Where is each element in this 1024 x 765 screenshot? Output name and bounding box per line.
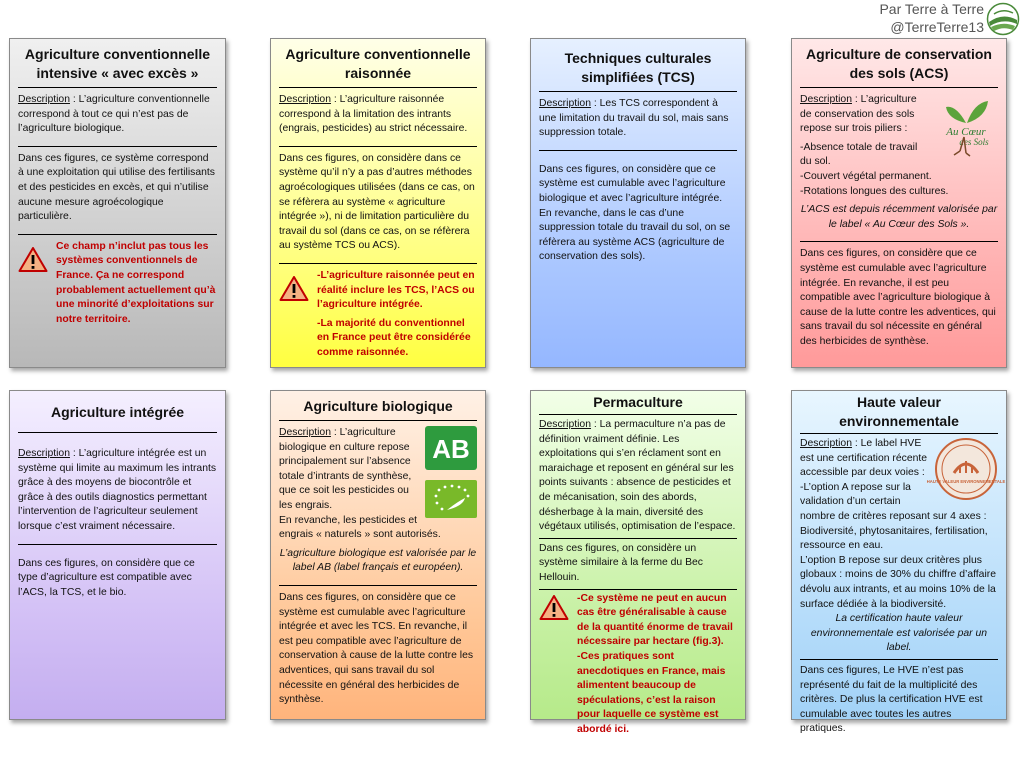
card-hve	[791, 390, 1007, 735]
card-integrated	[9, 390, 226, 720]
description-text: : L’agriculture biologique en culture repose principalement sur l’absence totale d’intrants de synthèse, que ce soit les pesticides ou les engrais.	[279, 427, 412, 511]
card-title: Agriculture intégrée	[50, 404, 185, 420]
list-item: -Rotations longues des cultures.	[800, 185, 949, 197]
card-body	[18, 146, 217, 234]
card-permaculture	[530, 390, 746, 735]
body-text: Dans ces figures, on considère que ce système est cumulable avec l’agriculture intégrée. En revanche, il est peu compatible avec l’agriculture biologique à cause de la lutte contre les adventices, qui sans travail du sol nécessite en général des herbicides de synthèse.	[800, 248, 996, 347]
warning-text: -La majorité du conventionnel en France peut être considérée comme raisonnée.	[317, 317, 471, 358]
card-description	[18, 87, 217, 146]
card-warning	[539, 589, 737, 743]
body-text: Dans ces figures, on considère dans ce système qu’il n’y a pas d’autres méthodes agroécologiques utilisées (dans ce cas, on se réfèrera au système « agriculture intégrée »), ni de limitation particulière du travail du sol (dans ce cas, on se réfèrera au système TCS ou ACS).	[279, 152, 475, 252]
card-conventional-reasoned	[270, 38, 486, 368]
brand-name: Par Terre à Terre	[879, 1, 984, 17]
description-label: Description	[18, 94, 70, 105]
card-description	[279, 87, 477, 146]
warning-text: Ce champ n’inclut pas tous les systèmes conventionnels de France. Ça ne correspond probablement actuellement qu’à une minorité d’exploitations sur notre territoire.	[56, 240, 216, 325]
list-item: -L’option A repose sur la validation d’un certain nombre de critères reposant sur 4 axes : Biodiversité, phytosanitaires, fertilisation, ressource en eau.	[800, 481, 988, 552]
description-label: Description	[279, 94, 331, 105]
card-description	[800, 433, 1006, 659]
body-text: Dans ces figures, on considère un système similaire à la ferme du Bec Hellouin.	[539, 542, 703, 583]
description-text: : L’agriculture conventionnelle correspond à tout ce qui n’est pas de l’agriculture biologique.	[18, 94, 210, 135]
description-text: : La permaculture n’a pas de définition vraiment définie. Les exploitations qui s’en réclament sont en maraichage et reposent en général sur les points suivants : absence de pesticides et de mécanisation, soin des abords, désherbage à la main, diversité des végétaux utilisés, optimisation de l’espace.	[539, 419, 736, 533]
list-item: -Absence totale de travail du sol.	[800, 141, 918, 168]
warning-icon	[539, 594, 569, 621]
body-text: Dans ces figures, on considère que ce type d’agriculture est compatible avec l’ACS, la TCS, et le bio.	[18, 557, 195, 598]
description-text: : Le label HVE est une certification récente accessible par deux voies :	[800, 438, 928, 479]
card-title: Haute valeur environnementale	[839, 394, 959, 429]
body-text: Dans ces figures, on considère que ce système est cumulable avec l’agriculture intégrée et avec les TCS. En revanche, il est peu compatible avec l’agriculture de conservation à cause de la lutte contre les adventices, qui sans travail du sol nécessite en général des herbicides de synthèse.	[279, 591, 474, 706]
card-warning	[279, 263, 477, 370]
card-title: Agriculture biologique	[303, 398, 453, 414]
au-coeur-des-sols-logo-icon	[934, 93, 998, 157]
label-note: L’agriculture biologique est valorisée par le label AB (label français et européen).	[279, 547, 477, 574]
description-label: Description	[279, 427, 331, 438]
warning-icon	[18, 246, 48, 273]
card-description	[539, 91, 737, 150]
logo-lettering: Au Cœur	[946, 126, 986, 138]
description-text-2: En revanche, les pesticides et engrais « naturels » sont autorisés.	[279, 514, 441, 541]
description-text: : L’agriculture de conservation des sols repose sur trois piliers :	[800, 94, 917, 135]
card-body	[539, 538, 737, 589]
card-title: Permaculture	[593, 394, 683, 410]
organic-labels	[425, 426, 477, 523]
brand-header	[879, 0, 984, 36]
card-organic	[270, 390, 486, 720]
brand-handle: @TerreTerre13	[890, 19, 984, 35]
description-label: Description	[800, 438, 852, 449]
ab-label-logo-icon	[425, 426, 477, 470]
card-title: Agriculture de conservation des sols (ACS)	[806, 46, 992, 81]
logo-lettering: HAUTE VALEUR ENVIRONNEMENTALE	[926, 479, 1006, 484]
card-body	[279, 585, 477, 717]
label-note: L’ACS est depuis récemment valorisée par le label « Au Cœur des Sols ».	[800, 204, 998, 230]
eu-organic-leaf-icon	[425, 480, 477, 518]
warning-text: -Ce système ne peut en aucun cas être généralisable à cause de la quantité énorme de travail nécessaire par hectare (fig.3).	[577, 592, 733, 648]
list-item: -Couvert végétal permanent.	[800, 170, 932, 182]
list-item: L’option B repose sur deux critères plus globaux : moins de 30% du chiffre d’affaire dévolu aux intrants, et au moins 10% de la surface dédiée à la biodiversité.	[800, 554, 997, 610]
warning-text: -Ces pratiques sont anecdotiques en France, mais alimentent beaucoup de spéculations, c’est la raison pour laquelle ce système est abordé ici.	[577, 650, 726, 735]
card-title: Agriculture conventionnelle raisonnée	[285, 46, 471, 81]
card-conventional-intensive	[9, 38, 226, 368]
card-title: Techniques culturales simplifiées (TCS)	[564, 50, 712, 85]
globe-logo-icon	[986, 2, 1020, 36]
body-text: Dans ces figures, ce système correspond à une exploitation qui utilise des fertilisants et des pesticides en excès, et qui n’utilise aucune mesure agroécologique particulière.	[18, 152, 215, 223]
description-label: Description	[18, 448, 70, 459]
card-tcs	[530, 38, 746, 368]
card-body	[279, 146, 477, 263]
card-body	[800, 659, 998, 742]
card-acs	[791, 38, 1007, 368]
card-description	[539, 414, 737, 538]
label-note: La certification haute valeur environnementale est valorisée par un label.	[810, 613, 988, 654]
warning-icon	[279, 275, 309, 302]
svg-text:des Sols: des Sols	[959, 137, 989, 147]
card-description	[800, 87, 998, 241]
card-title: Agriculture conventionnelle intensive « avec excès »	[24, 46, 211, 81]
hve-label-logo-icon	[926, 437, 1006, 501]
body-text: Dans ces figures, Le HVE n’est pas représenté du fait de la multiplicité des critères. De plus la certification HVE est cumulable avec toutes les autres pratiques.	[800, 664, 983, 735]
card-description	[18, 432, 217, 544]
logo-lettering: AB	[432, 434, 470, 464]
card-description	[279, 420, 477, 585]
description-text: : L’agriculture intégrée est un système qui limite au maximum les intrants grâce à des moyens de biocontrôle et grâce à des outils diagnostics permettant l’intervention de l’agriculteur seulement lorsque c’est vraiment nécessaire.	[18, 448, 217, 532]
card-body	[539, 150, 737, 274]
card-body	[800, 241, 998, 358]
card-body	[18, 544, 217, 610]
description-text: : L’agriculture raisonnée correspond à la limitation des intrants (engrais, pesticides) au strict nécessaire.	[279, 94, 468, 135]
description-text: : Les TCS correspondent à une limitation du travail du sol, mais sans suppression totale.	[539, 98, 729, 139]
description-label: Description	[800, 94, 852, 105]
description-label: Description	[539, 98, 591, 109]
warning-text: -L’agriculture raisonnée peut en réalité inclure les TCS, l’ACS ou l’agriculture intégrée.	[317, 269, 475, 311]
description-label: Description	[539, 419, 591, 430]
card-warning	[18, 234, 217, 337]
body-text: Dans ces figures, on considère que ce système est cumulable avec l’agriculture biologique et avec l’agriculture intégrée. En revanche, dans le cas d’une suppression totale du travail du sol, on se réfèrera au système ACS (agriculture de conservation des sols).	[539, 163, 731, 263]
